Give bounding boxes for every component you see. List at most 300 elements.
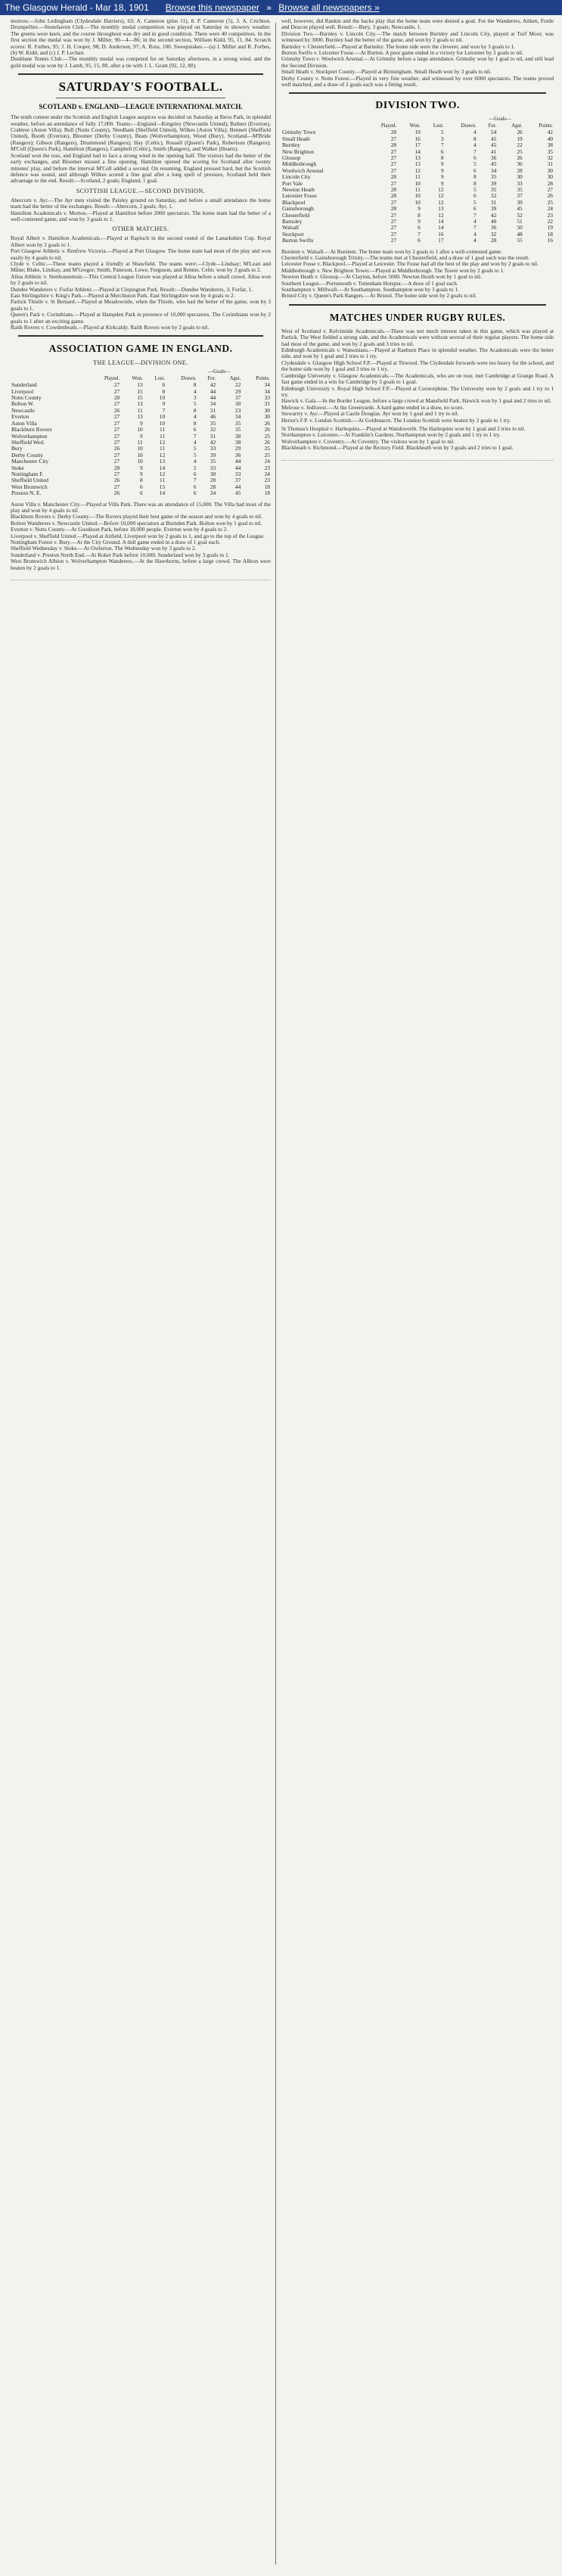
stat-cell: 44 <box>234 483 241 490</box>
club-name-cell: Newcastle <box>11 406 35 414</box>
stat-cell: 34 <box>490 166 497 174</box>
stat-cell: 48 <box>517 230 523 238</box>
column-header: Drawn. <box>181 375 197 381</box>
league-international-subhead: SCOTLAND v. ENGLAND—LEAGUE INTERNATIONAL MATCH. <box>39 103 243 111</box>
stat-cell: 50 <box>517 224 523 231</box>
stat-cell: 32 <box>547 154 553 161</box>
club-name-cell: Notts County <box>11 394 42 402</box>
stat-cell: 36 <box>490 224 497 231</box>
stat-cell: 8 <box>193 406 197 414</box>
stat-cell: 52 <box>517 211 523 219</box>
stat-cell: 32 <box>210 426 216 433</box>
club-name-cell: Chesterfield <box>282 211 310 219</box>
stat-cell: 33 <box>234 470 241 477</box>
club-name-cell: Bury <box>11 445 23 452</box>
club-name-cell: Leicester Fosse <box>282 192 317 200</box>
second-division-subhead: SCOTTISH LEAGUE.—SECOND DIVISION. <box>76 187 206 194</box>
stat-cell: 28 <box>113 394 120 402</box>
stat-cell: 28 <box>490 237 497 244</box>
stat-cell: 5 <box>473 160 477 168</box>
stat-cell: 26 <box>113 406 120 414</box>
stat-cell: 6 <box>140 483 143 490</box>
stat-cell: 5 <box>193 400 197 408</box>
stat-cell: 31 <box>210 406 216 414</box>
stat-cell: 38 <box>234 438 241 446</box>
stat-cell: 9 <box>162 400 166 408</box>
stat-cell: 31 <box>210 432 216 440</box>
stat-cell: 16 <box>415 135 421 142</box>
column-header: Lost. <box>433 123 444 129</box>
club-name-cell: Port Vale <box>282 179 303 187</box>
stat-cell: 42 <box>210 438 216 446</box>
stat-cell: 22 <box>547 217 553 225</box>
stat-cell: 26 <box>113 445 120 452</box>
stat-cell: 27 <box>390 135 397 142</box>
stat-cell: 27 <box>390 237 397 244</box>
club-name-cell: Middlesbrough <box>282 160 317 168</box>
stat-cell: 13 <box>415 154 421 161</box>
stat-cell: 45 <box>234 489 241 497</box>
column-right <box>281 18 554 2568</box>
stat-cell: 41 <box>490 148 497 155</box>
stat-cell: 7 <box>440 141 444 149</box>
stat-cell: 26 <box>547 192 553 200</box>
division-two-results-report: Burslem v. Walsall.—At Burslem. The home team won by 2 goals to 1 after a well-contested game. Chesterfield v. Gainsborough Trinity.—The teams met at Chesterfield, and a draw of 1 goal each was the result. Leicester Fosse v. Blackpool.—Played at Leicester. The Fosse had all the best of the play and won by 2 goals to nil. Middlesbrough v. New Brighton Tower.—Played at Middlesbrough. The Tower won by 2 goals to 1. Newton Heath v. Glossop.—At Clayton, before 5000. Newton Heath won by 1 goal to nil. Southern League.—Portsmouth v. Tottenham Hotspur.—A draw of 1 goal each. Southampton v. Millwall.—At Southampton. Southampton won by 3 goals to 1. Bristol City v. Queen's Park Rangers.—At Bristol. The home side won by 2 goals to nil. <box>281 247 539 300</box>
stat-cell: 42 <box>490 211 497 219</box>
stat-cell: 44 <box>234 458 241 465</box>
stat-cell: 6 <box>418 224 421 231</box>
stat-cell: 27 <box>113 381 120 389</box>
stat-cell: 19 <box>547 224 553 231</box>
stat-cell: 14 <box>159 464 166 471</box>
stat-cell: 42 <box>210 381 216 389</box>
stat-cell: 5 <box>193 445 197 452</box>
stat-cell: 10 <box>415 198 421 206</box>
stat-cell: 18 <box>264 489 270 497</box>
club-name-cell: New Brighton <box>282 148 315 155</box>
stat-cell: 27 <box>113 400 120 408</box>
club-name-cell: Everton <box>11 413 29 421</box>
stat-cell: 33 <box>264 394 270 402</box>
stat-cell: 27 <box>390 154 397 161</box>
stat-cell: 5 <box>473 198 477 206</box>
stat-cell: 31 <box>264 400 270 408</box>
stat-cell: 5 <box>473 185 477 193</box>
club-name-cell: Newton Heath <box>282 185 315 193</box>
stat-cell: 27 <box>113 451 120 458</box>
stat-cell: 30 <box>264 413 270 421</box>
column-header: For. <box>207 375 216 381</box>
stat-cell: 12 <box>438 211 444 219</box>
stat-cell: 34 <box>264 381 270 389</box>
club-name-cell: Glossop <box>282 154 301 161</box>
stat-cell: 25 <box>264 445 270 452</box>
section-divider <box>18 73 263 75</box>
table-row <box>11 490 271 496</box>
stat-cell: 24 <box>547 205 553 213</box>
stat-cell: 10 <box>137 458 143 465</box>
stat-cell: 27 <box>113 470 120 477</box>
column-header: Drawn. <box>461 123 477 129</box>
stat-cell: 10 <box>159 413 166 421</box>
breadcrumb-separator: » <box>266 2 272 13</box>
division-one-table <box>11 369 271 496</box>
club-name-cell: Woolwich Arsenal <box>282 166 324 174</box>
stat-cell: 30 <box>547 173 553 181</box>
page-filler-line <box>281 454 554 461</box>
club-name-cell: Blackpool <box>282 198 306 206</box>
stat-cell: 27 <box>390 211 397 219</box>
stat-cell: 4 <box>473 141 477 149</box>
stat-cell: 4 <box>473 237 477 244</box>
stat-cell: 13 <box>137 400 143 408</box>
column-header: Won. <box>132 375 143 381</box>
stat-cell: 23 <box>547 211 553 219</box>
stat-cell: 10 <box>159 419 166 427</box>
stat-cell: 27 <box>113 426 120 433</box>
stat-cell: 6 <box>473 154 477 161</box>
stat-cell: 4 <box>473 217 477 225</box>
stat-cell: 10 <box>415 192 421 200</box>
stat-cell: 26 <box>264 438 270 446</box>
stat-cell: 27 <box>113 432 120 440</box>
stat-cell: 27 <box>390 230 397 238</box>
stat-cell: 27 <box>390 166 397 174</box>
column-header: Played. <box>380 123 397 129</box>
club-name-cell: Bolton W. <box>11 400 34 408</box>
stat-cell: 6 <box>193 489 197 497</box>
goals-group-header: —Goals— <box>208 369 231 375</box>
stat-cell: 7 <box>193 477 197 484</box>
stat-cell: 6 <box>162 381 166 389</box>
division-two-headline: DIVISION TWO. <box>375 100 460 112</box>
stat-cell: 31 <box>547 160 553 168</box>
stat-cell: 45 <box>490 135 497 142</box>
club-name-cell: Nottingham F. <box>11 470 44 477</box>
stat-cell: 37 <box>234 477 241 484</box>
stat-cell: 15 <box>137 387 143 395</box>
stat-cell: 33 <box>517 179 523 187</box>
stat-cell: 16 <box>438 230 444 238</box>
stat-cell: 6 <box>193 426 197 433</box>
club-name-cell: Lincoln City <box>282 173 311 181</box>
stat-cell: 22 <box>517 141 523 149</box>
stat-cell: 28 <box>517 166 523 174</box>
stat-cell: 44 <box>210 394 216 402</box>
stat-cell: 27 <box>390 160 397 168</box>
stat-cell: 10 <box>137 445 143 452</box>
stat-cell: 23 <box>234 406 241 414</box>
golf-results-text: morrow.—John Ledingham (Clydesdale Harriers), 63; A. Cameron (plus 11), 8. P. Cameron (5), 3. A. Crichton. Drumpellier.—Stonehaven Club.—The monthly medal competition was played on Saturday in showery weather. The greens were keen, and the course throughout was dry and in good condition. There were 40 competitors. In the first section the medal was won by J. Miller, 90—4—86; in the second section, William Kidd, 95, 11, 84. Scratch scores: R. Forbes, 95; J. H. Cooper, 98; D. Anderson, 97; A. Ross, 100. Sweepstakes.—(a) J. Miller and R. Forbes, (b) W. Kidd, and (c) J. P. Lechan. Dunblane Tennis Club.—The monthly medal was competed for on Saturday afternoon, in a strong wind, and the gold medal was won by J. Lamb, 95, 15, 80, after a tie with J. L. Grant (92, 12, 80). <box>11 17 271 69</box>
stat-cell: 9 <box>440 160 444 168</box>
stat-cell: 36 <box>490 154 497 161</box>
rugby-rules-headline: MATCHES UNDER RUGBY RULES. <box>329 311 506 323</box>
stat-cell: 4 <box>473 230 477 238</box>
page-filler-line <box>11 573 271 580</box>
stat-cell: 26 <box>264 419 270 427</box>
stat-cell: 11 <box>137 406 143 414</box>
club-name-cell: Sheffield Wed. <box>11 438 45 446</box>
column-header: Agst. <box>511 123 523 129</box>
stat-cell: 28 <box>390 205 397 213</box>
stat-cell: 36 <box>234 451 241 458</box>
stat-cell: 28 <box>547 179 553 187</box>
stat-cell: 7 <box>473 148 477 155</box>
stat-cell: 12 <box>415 166 421 174</box>
stat-cell: 28 <box>390 185 397 193</box>
club-name-cell: Sunderland <box>11 381 37 389</box>
stat-cell: 33 <box>210 445 216 452</box>
browser-top-bar <box>0 0 562 15</box>
stat-cell: 25 <box>264 432 270 440</box>
browse-all-newspapers-link[interactable]: Browse all newspapers » <box>278 2 380 13</box>
club-name-cell: Blackburn Rovers <box>11 426 52 433</box>
section-divider <box>18 335 263 337</box>
stat-cell: 38 <box>234 432 241 440</box>
stat-cell: 36 <box>517 160 523 168</box>
division-two-table <box>281 117 554 244</box>
stat-cell: 51 <box>517 217 523 225</box>
stat-cell: 11 <box>160 477 166 484</box>
stat-cell: 6 <box>418 237 421 244</box>
stat-cell: 13 <box>137 381 143 389</box>
stat-cell: 27 <box>390 148 397 155</box>
stat-cell: 27 <box>113 438 120 446</box>
stat-cell: 39 <box>490 205 497 213</box>
stat-cell: 39 <box>490 179 497 187</box>
stat-cell: 35 <box>210 458 216 465</box>
stat-cell: 10 <box>137 451 143 458</box>
stat-cell: 8 <box>140 477 143 484</box>
stat-cell: 5 <box>440 129 444 136</box>
stat-cell: 31 <box>490 198 497 206</box>
stat-cell: 25 <box>264 451 270 458</box>
stat-cell: 22 <box>234 381 241 389</box>
second-division-report: Abercorn v. Ayr.—The Ayr men visited the Paisley ground on Saturday, and before a small attendance the home team had the better of the exchanges. Result:—Abercorn, 2 goals; Ayr, 1. Hamilton Academicals v. Morton.—Played at Hamilton before 2000 spectators. The home team had the better of a well-contested game, and won by 3 goals to 1. <box>11 196 271 222</box>
club-name-cell: Gainsborough <box>282 205 314 213</box>
stat-cell: 12 <box>159 438 166 446</box>
stat-cell: 24 <box>264 470 270 477</box>
stat-cell: 11 <box>137 438 143 446</box>
stat-cell: 28 <box>390 173 397 181</box>
stat-cell: 23 <box>264 477 270 484</box>
stat-cell: 8 <box>440 154 444 161</box>
column-header: For. <box>488 123 497 129</box>
stat-cell: 11 <box>415 185 421 193</box>
stat-cell: 26 <box>517 154 523 161</box>
stat-cell: 7 <box>193 432 197 440</box>
stat-cell: 27 <box>390 198 397 206</box>
continued-match-report: well, however, did Rankin and the backs play that the home team were denied a goal. For the Wanderers, Aitken, Forde and Deacon played well. Result:—Bury, 3 goals; Newcastle, 1. Division Two.—Burnley v. Lincoln City.—The match between Burnley and Lincoln City, played at Turf Moor, was witnessed by 3000. Burnley had the better of the game, and won by 2 goals to nil. Barnsley v. Chesterfield.—Played at Barnsley. The home side were the cleverer, and won by 3 goals to 1. Burton Swifts v. Leicester Fosse.—At Burton. A poor game ended in a victory for Leicester by 2 goals to nil. Grimsby Town v. Woolwich Arsenal.—At Grimsby before a large attendance. Grimsby won by 1 goal to nil, and still lead the Second Division. Small Heath v. Stockport County.—Played at Birmingham. Small Heath won by 3 goals to nil. Derby County v. Notts Forest.—Played in very fine weather, and witnessed by over 6000 spectators. The teams proved well matched, and a draw of 2 goals each was a fitting result. <box>281 17 554 89</box>
stat-cell: 29 <box>234 387 241 395</box>
stat-cell: 9 <box>440 166 444 174</box>
club-name-cell: Manchester City <box>11 458 49 465</box>
stat-cell: 32 <box>490 192 497 200</box>
stat-cell: 8 <box>193 381 197 389</box>
stat-cell: 29 <box>234 445 241 452</box>
stat-cell: 34 <box>210 489 216 497</box>
stat-cell: 13 <box>438 205 444 213</box>
stat-cell: 34 <box>234 413 241 421</box>
stat-cell: 12 <box>438 185 444 193</box>
stat-cell: 8 <box>193 419 197 427</box>
stat-cell: 27 <box>113 419 120 427</box>
stat-cell: 26 <box>113 477 120 484</box>
newspaper-issue-title: The Glasgow Herald - Mar 18, 1901 <box>5 2 149 13</box>
stat-cell: 35 <box>547 148 553 155</box>
stat-cell: 33 <box>210 464 216 471</box>
stat-cell: 16 <box>547 237 553 244</box>
stat-cell: 39 <box>517 198 523 206</box>
stat-cell: 54 <box>490 129 497 136</box>
club-name-cell: Sheffield United <box>11 477 48 484</box>
stat-cell: 28 <box>210 483 216 490</box>
stat-cell: 27 <box>390 217 397 225</box>
stat-cell: 27 <box>390 224 397 231</box>
stat-cell: 38 <box>547 141 553 149</box>
column-header: Won. <box>409 123 421 129</box>
stat-cell: 42 <box>547 129 553 136</box>
stat-cell: 28 <box>390 129 397 136</box>
column-header: Points. <box>256 375 270 381</box>
stat-cell: 12 <box>159 451 166 458</box>
stat-cell: 28 <box>210 477 216 484</box>
stat-cell: 9 <box>440 173 444 181</box>
stat-cell: 27 <box>390 179 397 187</box>
stat-cell: 27 <box>113 413 120 421</box>
club-name-cell: Liverpool <box>11 387 34 395</box>
stat-cell: 11 <box>160 432 166 440</box>
stat-cell: 25 <box>517 148 523 155</box>
stat-cell: 9 <box>140 432 143 440</box>
stat-cell: 7 <box>162 406 166 414</box>
stat-cell: 11 <box>160 445 166 452</box>
stat-cell: 30 <box>210 470 216 477</box>
stat-cell: 12 <box>159 470 166 477</box>
stat-cell: 11 <box>415 173 421 181</box>
other-matches-report: Royal Albert v. Hamilton Academicals.—Played at Raploch in the second round of the Lanarkshire Cup. Royal Albert won by 2 goals to 1. Port Glasgow Athletic v. Renfrew Victoria.—Played at Port Glasgow. The home team had most of the play and won easily by 4 goals to nil. Clyde v. Celtic.—These teams played a friendly at Shawfield. The teams were:—Clyde—Lindsay; M'Lean and Milne; Blake, Lindsay, and M'Gregor; Smith, Paterson, Lowe, Ferguson, and Rennie. Celtic won by 3 goals to 2. Alloa Athletic v. Stenhousemuir.—This Central League fixture was played at Alloa before a small crowd. Alloa won by 2 goals to nil. Dundee Wanderers v. Forfar Athletic.—Played at Clepington Park. Result:—Dundee Wanderers, 3; Forfar, 1. East Stirlingshire v. King's Park.—Played at Merchiston Park. East Stirlingshire won by 4 goals to 2. Partick Thistle v. St Bernard.—Played at Meadowside, when the Thistle, who had the better of the game, won by 3 goals to 1. Queen's Park v. Corinthians.—Played at Hampden Park in presence of 10,000 spectators. The Corinthians won by 2 goals to 1 after an exciting game. Raith Rovers v. Cowdenbeath.—Played at Kirkcaldy. Raith Rovers won by 2 goals to nil. <box>11 235 271 331</box>
stat-cell: 3 <box>193 394 197 402</box>
stat-cell: 13 <box>137 413 143 421</box>
stat-cell: 10 <box>415 179 421 187</box>
stat-cell: 6 <box>193 470 197 477</box>
club-name-cell: Aston Villa <box>11 419 37 427</box>
stat-cell: 45 <box>490 160 497 168</box>
stat-cell: 46 <box>210 413 216 421</box>
stat-cell: 9 <box>140 464 143 471</box>
stat-cell: 14 <box>159 489 166 497</box>
newspaper-page <box>0 15 562 2576</box>
stat-cell: 28 <box>113 464 120 471</box>
stat-cell: 26 <box>264 426 270 433</box>
column-rule <box>275 23 276 2565</box>
stat-cell: 30 <box>264 406 270 414</box>
stat-cell: 14 <box>438 224 444 231</box>
stat-cell: 9 <box>418 205 421 213</box>
stat-cell: 9 <box>440 179 444 187</box>
stat-cell: 18 <box>547 230 553 238</box>
browse-this-newspaper-link[interactable]: Browse this newspaper <box>165 2 259 13</box>
goals-group-header: —Goals— <box>489 117 511 123</box>
column-header: Played. <box>104 375 120 381</box>
stat-cell: 24 <box>264 458 270 465</box>
stat-cell: 7 <box>473 224 477 231</box>
stat-cell: 14 <box>415 148 421 155</box>
column-header: Lost. <box>154 375 166 381</box>
club-name-cell: Stoke <box>11 464 24 471</box>
rugby-english-results: St Thomas's Hospital v. Harlequins.—Played at Wandsworth. The Harlequins won by 1 goal and 2 tries to nil. Northampton v. Leicester.—At Franklin's Gardens. Northampton won by 2 goals and 1 try to 1 try. Wolverhampton v. Coventry.—At Coventry. The visitors won by 1 goal to nil. Blackheath v. Richmond.—Played at the Rectory Field. Blackheath won by 3 goals and 2 tries to 1 goal. <box>281 424 526 452</box>
stat-cell: 7 <box>473 211 477 219</box>
other-matches-subhead: OTHER MATCHES. <box>112 225 169 233</box>
stat-cell: 27 <box>113 387 120 395</box>
stat-cell: 25 <box>547 198 553 206</box>
club-name-cell: Stockport <box>282 230 304 238</box>
stat-cell: 13 <box>159 458 166 465</box>
club-name-cell: West Bromwich <box>11 483 48 490</box>
stat-cell: 35 <box>234 419 241 427</box>
table-group-header-row <box>11 369 271 375</box>
stat-cell: 6 <box>193 483 197 490</box>
saturdays-football-headline: SATURDAY'S FOOTBALL. <box>58 79 223 95</box>
stat-cell: 30 <box>547 166 553 174</box>
stat-cell: 37 <box>517 192 523 200</box>
stat-cell: 40 <box>547 135 553 142</box>
stat-cell: 13 <box>415 160 421 168</box>
stat-cell: 30 <box>234 400 241 408</box>
column-left <box>11 18 271 2568</box>
stat-cell: 8 <box>162 387 166 395</box>
stat-cell: 35 <box>490 185 497 193</box>
stat-cell: 27 <box>113 483 120 490</box>
league-international-report: The tenth contest under the Scottish and English League auspices was decided on Saturday at Ibrox Park, in splendid weather, before an attendance of fully 17,000. Teams:—England—Kingsley (Newcastle United); Balmer (Everton), Crabtree (Aston Villa); Bull (Notts County), Needham (Sheffield United), Wilkes (Aston Villa); Bennett (Sheffield United), Booth (Everton), Bloomer (Derby County), Beats (Wolverhampton), Wood (Bury). Scotland—M'Bride (Rangers); Gibson (Rangers), Drummond (Rangers); Hay (Celtic), Russell (Queen's Park), Robertson (Rangers); M'Coll (Queen's Park), Hamilton (Rangers), Campbell (Celtic), Smith (Rangers), and Walker (Hearts). Scotland won the toss, and England had to face a strong wind in the opening half. The visitors had the better of the early exchanges, and Bloomer missed a fine opening. Hamilton opened the scoring for Scotland after twenty minutes' play, and before the interval M'Coll added a second. On resuming, England pressed hard, but the Scottish defence was sound, and although Wilkes scored a fine goal after a long spell of pressure, Scotland held their advantage to the end. Result:—Scotland, 2 goals; England, 1 goal. <box>11 113 271 185</box>
stat-cell: 28 <box>390 192 397 200</box>
stat-cell: 45 <box>517 205 523 213</box>
club-name-cell: Preston N. E. <box>11 489 42 497</box>
stat-cell: 7 <box>418 230 421 238</box>
stat-cell: 4 <box>193 458 197 465</box>
club-name-cell: Wolverhampton <box>11 432 48 440</box>
club-name-cell: Derby County <box>11 451 44 458</box>
association-game-england-headline: ASSOCIATION GAME IN ENGLAND. <box>48 343 233 355</box>
stat-cell: 14 <box>438 217 444 225</box>
stat-cell: 6 <box>440 148 444 155</box>
stat-cell: 26 <box>113 489 120 497</box>
stat-cell: 37 <box>234 394 241 402</box>
stat-cell: 10 <box>159 394 166 402</box>
stat-cell: 15 <box>137 394 143 402</box>
division-one-subhead: THE LEAGUE—DIVISION ONE. <box>93 359 188 367</box>
stat-cell: 15 <box>159 483 166 490</box>
stat-cell: 34 <box>210 400 216 408</box>
stat-cell: 35 <box>210 419 216 427</box>
table-row <box>281 238 554 244</box>
stat-cell: 30 <box>517 173 523 181</box>
stat-cell: 32 <box>490 230 497 238</box>
stat-cell: 6 <box>473 205 477 213</box>
stat-cell: 44 <box>234 464 241 471</box>
stat-cell: 28 <box>390 141 397 149</box>
stat-cell: 8 <box>473 173 477 181</box>
column-header: Points. <box>539 123 553 129</box>
stat-cell: 34 <box>264 387 270 395</box>
stat-cell: 35 <box>234 426 241 433</box>
table-group-header-row <box>281 117 554 123</box>
stat-cell: 4 <box>193 438 197 446</box>
rugby-matches-report: West of Scotland v. Kelvinside Academicals.—There was not much interest taken in this game, which was played at Partick. The West fielded a strong side, and the Academicals were without several of their regular players. The home side had most of the game, and won by 2 goals and 3 tries to nil. Edinburgh Academicals v. Watsonians.—Played at Raeburn Place in splendid weather. The Academicals were the better side, and won by 1 goal and 2 tries to 1 try. Clydesdale v. Glasgow High School F.P.—Played at Titwood. The Clydesdale forwards were too heavy for the school, and the home side won by 1 goal and 3 tries to 1 try. Cambridge University v. Glasgow Academicals.—The Academicals, who are on tour, met Cambridge at Grange Road. A fast game ended in a win for Cambridge by 3 goals to 1 goal. Edinburgh University v. Royal High School F.P.—Played at Corstorphine. The University won by 2 goals and 1 try to 1 try. Hawick v. Gala.—In the Border League, before a large crowd at Mansfield Park. Hawick won by 1 goal and 2 tries to nil. Melrose v. Jedforest.—At the Greenyards. A hard game ended in a draw, no score. Stewartry v. Ayr.—Played at Castle Douglas. Ayr won by 1 goal and 1 try to nil. Heriot's F.P. v. London Scottish.—At Goldenacre. The London Scottish were beaten by 2 goals to 1 try. <box>281 327 554 424</box>
stat-cell: 19 <box>415 129 421 136</box>
stat-cell: 9 <box>418 217 421 225</box>
stat-cell: 4 <box>193 413 197 421</box>
